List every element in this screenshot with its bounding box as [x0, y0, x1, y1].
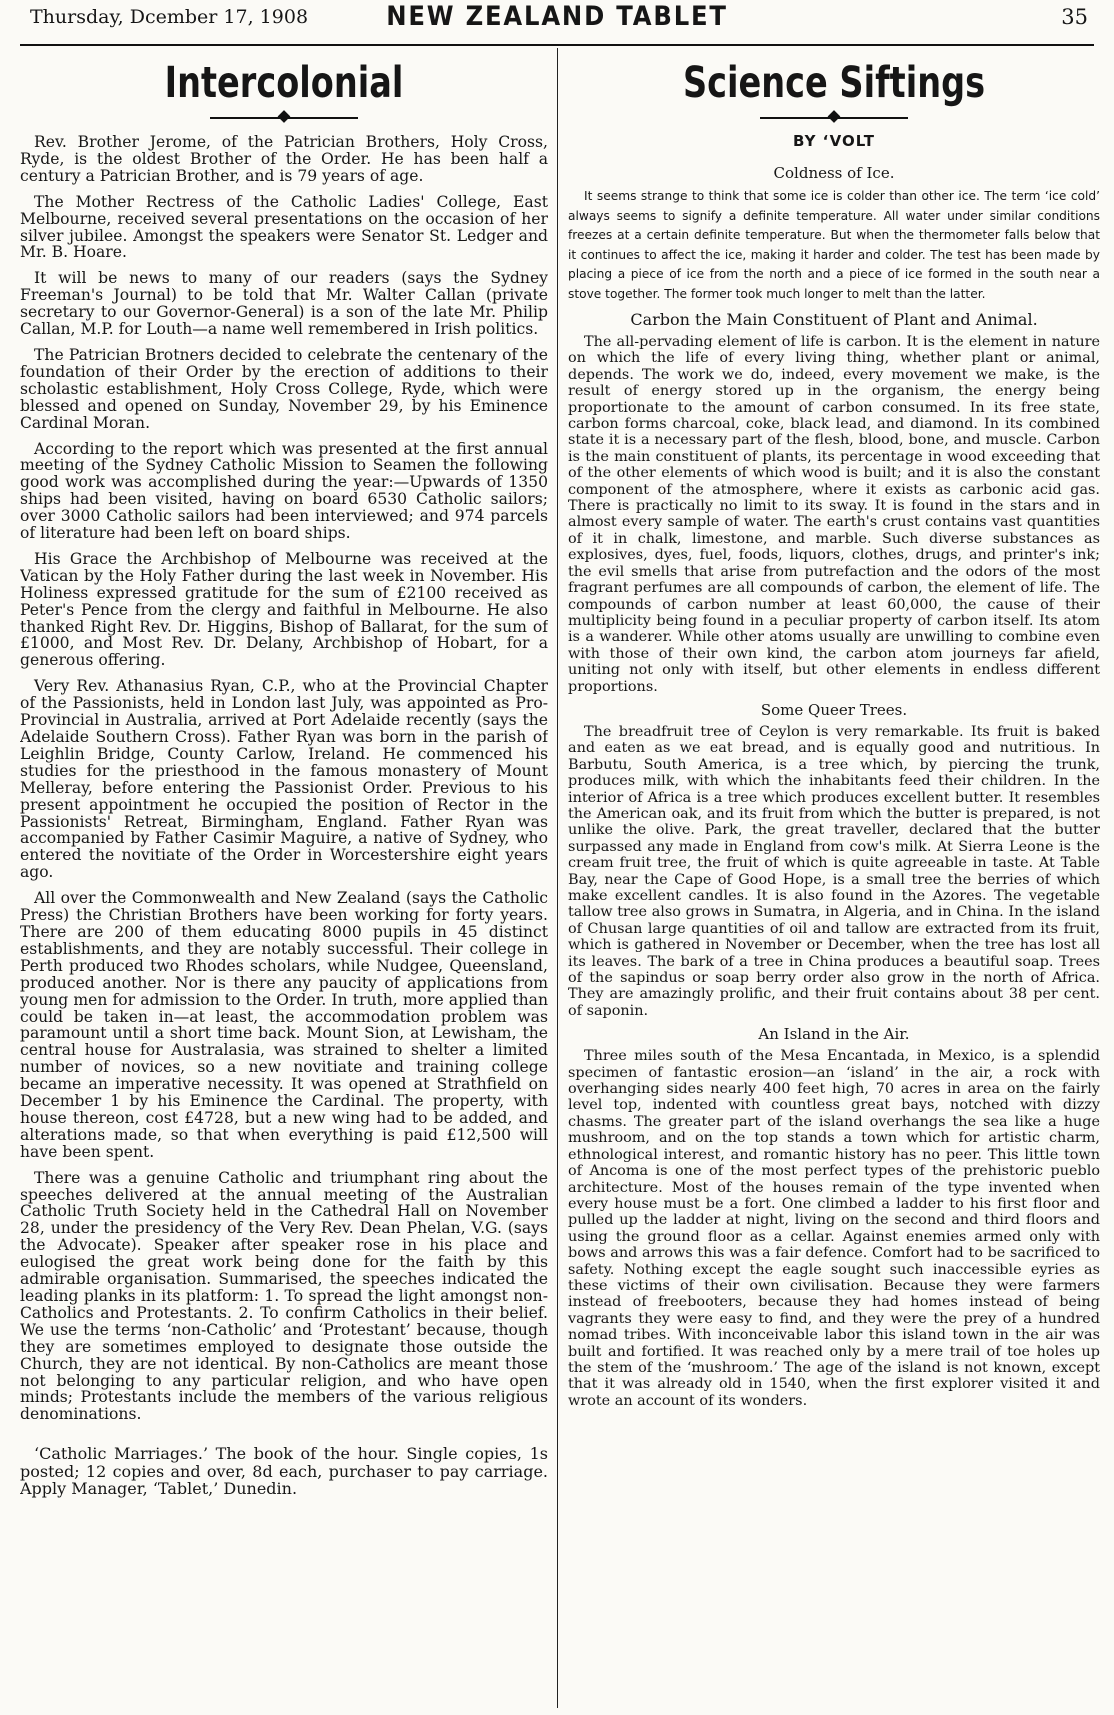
byline: BY ‘VOLT: [792, 132, 876, 150]
publication-title: NEW ZEALAND TABLET: [386, 1, 728, 32]
section-ornament: [568, 110, 1100, 124]
article-paragraph: According to the report which was presented at the first annual meeting of the Sydney Catholic Mission to Seamen the following good work was accomplished during the year:—Upwards of 1350 ships had been visited, having on board 6530 Catholic sailors; over 3000 Catholic sailors had been interviewed; and 974 parcels of literature had been left on board ships.: [20, 439, 548, 543]
article-paragraph: The all-pervading element of life is carbon. It is the element in nature on which the life of every living thing, whether plant or animal, depends. The work we do, indeed, every movement we make, is the result of energy stored up in the organism, the energy being proportionate to the amount of carbon consumed. In its free state, carbon forms charcoal, coke, black lead, and diamond. In its combined state it is a necessary part of the flesh, blood, bone, and muscle. Carbon is the main constituent of plants, its percentage in wood exceeding that of the other elements of which wood is built; and it is also the constant component of the atmosphere, where it exists as carbonic acid gas. There is practically no limit to its sway. It is found in the stars and in almost every sample of water. The earth's crust contains vast quantities of it in chalk, limestone, and marble. Such diverse substances as explosives, dyes, fuel, foods, liquors, clothes, drugs, and printer's ink; the evil smells that arise from putrefaction and the odors of the most fragrant perfumes are all compounds of carbon, the element of life. The compounds of carbon number at least 60,000, the cause of their multiplicity being found in a peculiar property of carbon itself. Its atom is a wanderer. While other atoms usually are unwilling to combine even with those of their own kind, the carbon atom journeys far afield, uniting not only with itself, but other elements in endless different proportions.: [568, 334, 1100, 695]
article-paragraph: The breadfruit tree of Ceylon is very remarkable. Its fruit is baked and eaten as we eat bread, and is equally good and nutritious. In Barbutu, South America, is a tree which, by piercing the trunk, produces milk, with which the inhabitants feed their children. In the interior of Africa is a tree which produces excellent butter. It resembles the American oak, and its fruit from which the butter is prepared, is not unlike the olive. Park, the great traveller, declared that the butter surpassed any made in England from cow's milk. At Sierra Leone is the cream fruit tree, the fruit of which is quite agreeable in taste. At Table Bay, near the Cape of Good Hope, is a small tree the berries of which make excellent candles. It is also found in the Azores. The vegetable tallow tree also grows in Sumatra, in Algeria, and in China. In the island of Chusan large quantities of oil and tallow are extracted from its fruit, which is gathered in November or December, when the tree has lost all its leaves. The bark of a tree in China produces a beautiful soap. Trees of the sapindus or soap berry order also grow in the north of Africa. They are amazingly prolific, and their fruit contains about 38 per cent. of saponin.: [568, 723, 1100, 1019]
article-paragraph: The Patrician Brotners decided to celebrate the centenary of the foundation of their Order by the erection of additions to their scholastic establishment, Holy Cross College, Ryde, which were blessed and opened on Sunday, November 29, by his Eminence Cardinal Moran.: [20, 345, 548, 432]
subheading: Some Queer Trees.: [760, 700, 908, 719]
diamond-ornament-icon: [828, 110, 841, 123]
article-paragraph: Three miles south of the Mesa Encantada, in Mexico, is a splendid specimen of fantastic erosion—an ‘island’ in the air, a rock with overhanging sides nearly 400 feet high, 70 acres in area on the fairly level top, indented with countless great bays, notched with dizzy chasms. The greater part of the island overhangs the sea like a huge mushroom, and on the top stands a town which for artistic charm, ethnological interest, and romantic history has no peer. This little town of Ancoma is one of the most perfect types of the prehistoric pueblo architecture. Most of the houses remain of the type invented when every house must be a fort. One climbed a ladder to his first floor and pulled up the ladder at night, living on the second and third floors and using the ground floor as a cellar. Against enemies armed only with bows and arrows this was a fair defence. Comfort had to be sacrificed to safety. Nothing except the eagle sought such inaccessible eyries as these victims of their own civilisation. Because they were farmers instead of freebooters, because they had homes instead of being vagrants they were easy to find, and they were the prey of a hundred nomad tribes. With inconceivable labor this island town in the air was built and fortified. It was reached only by a mere trail of toe holes up the stem of the ‘mushroom.’ The age of the island is not known, except that it was already old in 1540, when the first explorer visited it and wrote an account of its wonders.: [568, 1048, 1100, 1409]
article-paragraph: There was a genuine Catholic and triumphant ring about the speeches delivered at the annual meeting of the Australian Catholic Truth Society held in the Cathedral Hall on November 28, under the presidency of the Very Rev. Dean Phelan, V.G. (says the Advocate). Speaker after speaker rose in his place and eulogised the great work being done for the faith by this admirable organisation. Summarised, the speeches indicated the leading planks in its platform: 1. To spread the light amongst non-Catholics and Protestants. 2. To confirm Catholics in their belief. We use the terms ‘non-Catholic’ and ‘Protestant’ because, though they are sometimes employed to designate those outside the Church, they are not identical. By non-Catholics are meant those not belonging to any particular religion, and who have open minds; Protestants include the members of the various religious denominations.: [20, 1168, 548, 1424]
diamond-ornament-icon: [278, 110, 291, 123]
article-paragraph: His Grace the Archbishop of Melbourne was received at the Vatican by the Holy Father during the last week in November. His Holiness expressed gratitude for the sum of £2100 received as Peter's Pence from the clergy and faithful in Melbourne. He also thanked Right Rev. Dr. Higgins, Bishop of Ballarat, for the sum of £1000, and Most Rev. Dr. Delany, Archbishop of Hobart, for a generous offering.: [20, 549, 548, 670]
column-divider: [557, 48, 558, 1708]
page-header: [20, 0, 1094, 46]
section-title: Intercolonial: [164, 58, 404, 108]
issue-date: Thursday, Dcember 17, 1908: [30, 6, 309, 28]
subheading: Carbon the Main Constituent of Plant and Animal.: [630, 310, 1038, 329]
advertisement-notice: ‘Catholic Marriages.’ The book of the hour. Single copies, 1s posted; 12 copies and over, 8d each, purchaser to pay carriage. Apply Manager, ‘Tablet,’ Dunedin.: [20, 1444, 548, 1499]
article-paragraph: The Mother Rectress of the Catholic Ladies' College, East Melbourne, received several presentations on the occasion of her silver jubilee. Amongst the speakers were Senator St. Ledger and Mr. B. Hoare.: [20, 192, 548, 262]
article-paragraph: Rev. Brother Jerome, of the Patrician Brothers, Holy Cross, Ryde, is the oldest Brother of the Order. He has been half a century a Patrician Brother, and is 79 years of age.: [20, 133, 548, 185]
article-paragraph: Very Rev. Athanasius Ryan, C.P., who at the Provincial Chapter of the Passionists, held in London last July, was appointed as Pro-Provincial in Australia, arrived at Port Adelaide recently (says the Adelaide Southern Cross). Father Ryan was born in the parish of Leighlin Bridge, County Carlow, Ireland. He commenced his studies for the priesthood in the famous monastery of Mount Melleray, before entering the Passionist Order. Previous to his present appointment he occupied the position of Rector in the Passionists' Retreat, Birmingham, England. Father Ryan was accompanied by Father Casimir Maguire, a native of Sydney, who entered the novitiate of the Order in Worcestershire eight years ago.: [20, 677, 548, 882]
subheading: An Island in the Air.: [758, 1025, 910, 1044]
subheading: Coldness of Ice.: [773, 164, 895, 182]
intercolonial-column: [20, 50, 548, 1710]
article-paragraph: It will be news to many of our readers (says the Sydney Freeman's Journal) to be told that Mr. Walter Callan (private secretary to our Governor-General) is a son of the late Mr. Philip Callan, M.P. for Louth—a name well remembered in Irish politics.: [20, 269, 548, 339]
section-title: Science Siftings: [682, 58, 986, 108]
page-number: 35: [1061, 5, 1088, 29]
section-ornament: [20, 110, 548, 124]
article-paragraph: It seems strange to think that some ice is colder than other ice. The term ‘ice cold’ always seems to signify a definite temperature. All water under similar conditions freezes at a certain definite temperature. But when the thermometer falls below that it continues to affect the ice, making it harder and colder. The test has been made by placing a piece of ice from the north and a piece of ice formed in the south near a stove together. The former took much longer to melt than the latter.: [568, 189, 1100, 301]
science-siftings-column: [568, 50, 1100, 1710]
article-paragraph: All over the Commonwealth and New Zealand (says the Catholic Press) the Christian Brothers have been working for forty years. There are 200 of them educating 8000 pupils in 45 distinct establishments, and they are notably successful. Their college in Perth produced two Rhodes scholars, while Nudgee, Queensland, produced another. Nor is there any paucity of applications from young men for admission to the Order. In truth, more applied than could be taken in—at least, the accommodation problem was paramount until a short time back. Mount Sion, at Lewisham, the central house for Australasia, was strained to shelter a limited number of novices, so a new novitiate and training college became an imperative necessity. It was opened at Strathfield on December 1 by his Eminence the Cardinal. The property, with house thereon, cost £4728, but a new wing had to be added, and alterations made, so that when everything is paid £12,500 will have been spent.: [20, 889, 548, 1161]
